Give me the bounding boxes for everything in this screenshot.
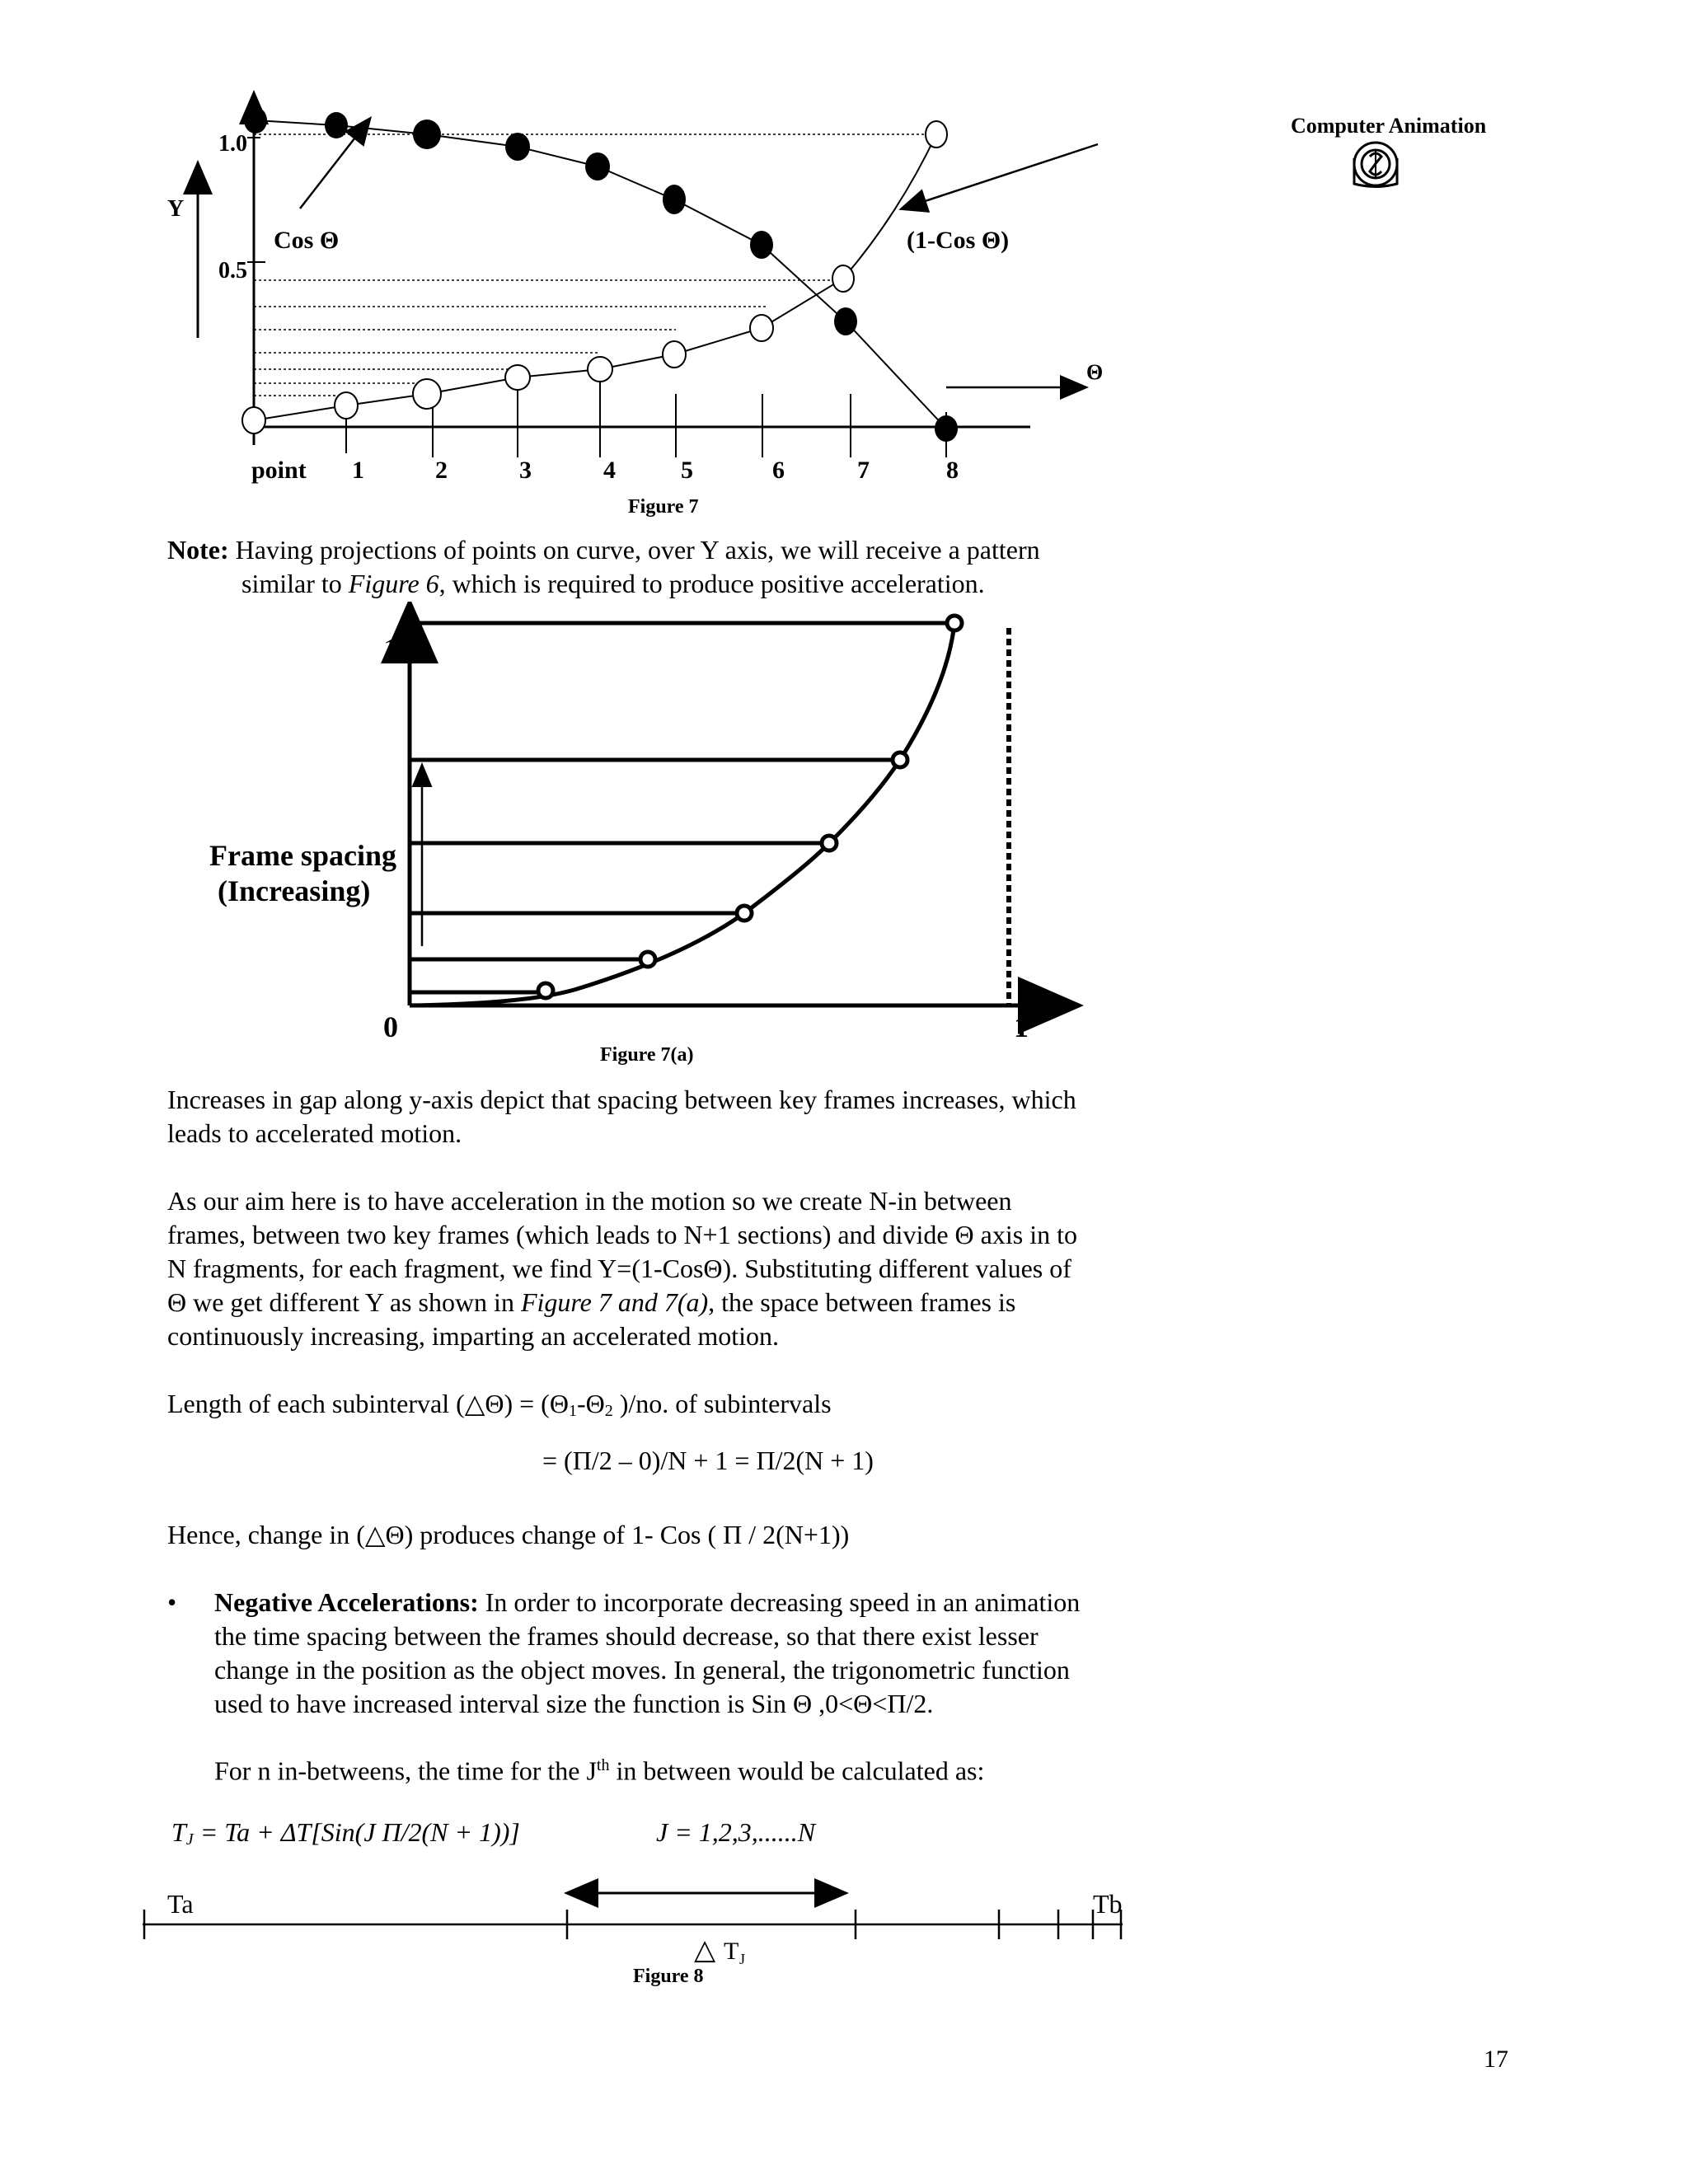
fig7-theta-label: Θ xyxy=(1086,360,1104,384)
bullet-line-2: the time spacing between the frames should decrease, so that there exist lesser xyxy=(214,1621,1039,1651)
para2-line-5: continuously increasing, imparting an accelerated motion. xyxy=(167,1321,779,1351)
fig7-one-minus-cos-label: (1-Cos Θ) xyxy=(907,227,1010,254)
para2-line-4: Θ we get different Y as shown in Figure 7 and 7(a), the space between frames is xyxy=(167,1287,1016,1317)
note-line-2: similar to Figure 6, which is required to produce positive acceleration. xyxy=(241,569,985,598)
fig8-tb-label: Tb xyxy=(1093,1889,1123,1919)
hence-line: Hence, change in (△Θ) produces change of 1- Cos ( Π / 2(N+1)) xyxy=(167,1520,850,1549)
fig7a-origin-label: 0 xyxy=(383,1010,398,1043)
fig7-y-label: Y xyxy=(167,196,185,222)
fig7a-points xyxy=(538,616,962,998)
note-label: Note: xyxy=(167,535,229,565)
fig7-point-5: 5 xyxy=(681,457,693,484)
formula-left: $T_J = Ta + \Delta T[Sin(J$ Π/2(N + 1))] xyxy=(171,1817,520,1849)
fig7-caption: Figure 7 xyxy=(628,496,699,518)
page-number: 17 xyxy=(1484,2046,1508,2073)
fig8-delta-icon: △ xyxy=(694,1935,716,1966)
fig7a-y-top-label: 1 xyxy=(383,634,397,664)
fig7a-increasing-label: (Increasing) xyxy=(218,874,371,907)
delta-triangle-icon: △ xyxy=(464,1389,485,1418)
delta-triangle-icon: △ xyxy=(364,1520,386,1549)
fig7-point-4: 4 xyxy=(603,457,616,484)
bullet-line-3: change in the position as the object moves. In general, the trigonometric function xyxy=(214,1655,1070,1685)
figure-7a xyxy=(0,602,1154,1080)
fig7-point-6: 6 xyxy=(772,457,785,484)
fig7-point-7: 7 xyxy=(857,457,870,484)
fig7-tick-1-0: 1.0 xyxy=(218,131,247,157)
subinterval-equation: = (Π/2 – 0)/N + 1 = Π/2(N + 1) xyxy=(542,1446,874,1475)
note-text-1: Having projections of points on curve, over Y axis, we will receive a pattern xyxy=(235,535,1040,565)
fig8-caption: Figure 8 xyxy=(633,1966,704,1987)
ignou-logo-icon xyxy=(1350,138,1401,190)
fig7-point-2: 2 xyxy=(435,457,448,484)
note-figure-ref: Figure 6 xyxy=(348,569,439,598)
inbetween-line: For n in-betweens, the time for the $J^{th}$ in between would be calculated as: xyxy=(214,1755,985,1786)
fig8-tj-sub: J xyxy=(739,1951,746,1967)
fig7-point-8: 8 xyxy=(946,457,959,484)
header-title: Computer Animation xyxy=(1291,114,1487,138)
fig7-point-1: 1 xyxy=(352,457,364,484)
para1-line-2: leads to accelerated motion. xyxy=(167,1118,462,1148)
para2-line-3: N fragments, for each fragment, we find Y=(1-CosΘ). Substituting different values of xyxy=(167,1254,1071,1283)
fig7a-x-end-label: 1 xyxy=(1014,1010,1029,1043)
fig7a-curve xyxy=(410,623,954,1005)
bullet-heading: Negative Accelerations: xyxy=(214,1587,479,1617)
fig8-ta-label: Ta xyxy=(167,1889,194,1919)
fig7-one-minus-cos-arrow xyxy=(903,144,1098,209)
fig8-tj-label: T xyxy=(724,1938,739,1965)
para2-figure-ref: Figure 7 and 7(a) xyxy=(520,1287,709,1317)
fig7a-frame-spacing-label: Frame spacing xyxy=(209,839,396,872)
figure-7 xyxy=(0,0,1154,527)
fig7-point-3: 3 xyxy=(519,457,532,484)
figure-8 xyxy=(0,1858,1154,1990)
note-line-1 xyxy=(167,533,1040,567)
formula-right: J = 1,2,3,......N xyxy=(656,1817,816,1847)
fig7a-frame-lines xyxy=(410,623,954,992)
fig7-point-label: point xyxy=(251,457,307,484)
bullet-line-4: used to have increased interval size the function is Sin Θ ,0<Θ<Π/2. xyxy=(214,1689,934,1718)
para1-line-1: Increases in gap along y-axis depict that spacing between key frames increases, which xyxy=(167,1085,1076,1114)
bullet-line-1: Negative Accelerations: In order to incorporate decreasing speed in an animation xyxy=(214,1587,1081,1617)
fig7-point-ticks xyxy=(346,367,946,457)
fig7-cos-label: Cos Θ xyxy=(274,227,340,254)
para2-line-1: As our aim here is to have acceleration in the motion so we create N-in between xyxy=(167,1186,1012,1216)
bullet-icon: • xyxy=(167,1587,177,1617)
fig7-tick-0-5: 0.5 xyxy=(218,258,247,284)
fig7a-caption: Figure 7(a) xyxy=(600,1044,694,1066)
para2-line-2: frames, between two key frames (which leads to N+1 sections) and divide Θ axis in to xyxy=(167,1220,1077,1249)
subinterval-line: Length of each subinterval (△Θ) = ($\Theta_1-\Theta_2$ )/no. of subintervals xyxy=(167,1389,832,1420)
